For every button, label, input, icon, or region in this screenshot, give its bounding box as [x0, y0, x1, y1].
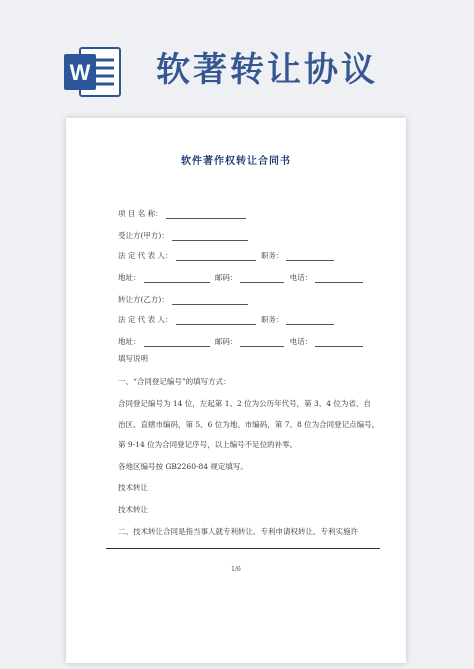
field-label: 转让方(乙方)： — [118, 295, 169, 304]
field-label: 法 定 代 表 人： — [118, 251, 173, 260]
paragraph: 技术转让 — [118, 483, 148, 492]
paragraph: 一、“合同登记编号”的填写方式： — [118, 377, 231, 386]
paragraph: 治区、直辖市编码，第 5、6 位为地、市编码，第 7、8 位为合同登记点编号， — [118, 420, 380, 429]
paragraph: 各地区编号按 GB2260-84 规定填写。 — [118, 462, 248, 471]
blank-line[interactable] — [172, 232, 248, 241]
field-label: 电话： — [289, 337, 313, 346]
blank-line[interactable] — [144, 338, 210, 347]
field-project-name — [118, 208, 249, 219]
banner-title: 软著转让协议 — [156, 50, 378, 90]
document-page — [66, 118, 406, 663]
blank-line[interactable] — [315, 274, 363, 283]
field-legal-rep-2 — [118, 314, 337, 325]
field-address-2 — [118, 336, 366, 347]
field-label: 职务： — [260, 315, 284, 324]
blank-line[interactable] — [172, 296, 248, 305]
field-label: 邮码： — [214, 337, 238, 346]
field-label: 受让方(甲方)： — [118, 231, 169, 240]
field-label: 地址： — [118, 273, 141, 282]
blank-line[interactable] — [166, 210, 246, 219]
blank-line[interactable] — [286, 316, 334, 325]
blank-line[interactable] — [176, 316, 256, 325]
paragraph: 合同登记编号为 14 位，左起第 1、2 位为公历年代号，第 3、4 位为省、自 — [118, 399, 371, 408]
word-icon-letter: W — [69, 60, 91, 85]
field-transferee — [118, 294, 251, 305]
field-label: 地址： — [118, 337, 141, 346]
document-title: 软件著作权转让合同书 — [181, 156, 291, 167]
instructions-heading: 填写说明 — [118, 354, 148, 363]
field-label: 邮码： — [214, 273, 238, 282]
field-label: 电话： — [289, 273, 313, 282]
banner — [0, 0, 474, 120]
word-icon — [62, 44, 124, 100]
field-address-1 — [118, 272, 366, 283]
blank-line[interactable] — [176, 252, 256, 261]
field-label: 法 定 代 表 人： — [118, 315, 173, 324]
blank-line[interactable] — [315, 338, 363, 347]
divider — [106, 548, 380, 549]
paragraph: 技术转让 — [118, 505, 148, 514]
blank-line[interactable] — [240, 274, 284, 283]
field-label: 职务： — [260, 251, 284, 260]
paragraph: 二、技术转让合同是指当事人就专利转让、专利申请权转让、专利实施许 — [118, 527, 358, 536]
blank-line[interactable] — [286, 252, 334, 261]
blank-line[interactable] — [144, 274, 210, 283]
blank-line[interactable] — [240, 338, 284, 347]
page-number: 1/6 — [231, 566, 241, 573]
field-legal-rep-1 — [118, 250, 337, 261]
paragraph: 第 9-14 位为合同登记序号，以上编号不足位的补零。 — [118, 440, 298, 449]
field-transferor — [118, 230, 251, 241]
field-label: 项 目 名 称： — [118, 209, 163, 218]
